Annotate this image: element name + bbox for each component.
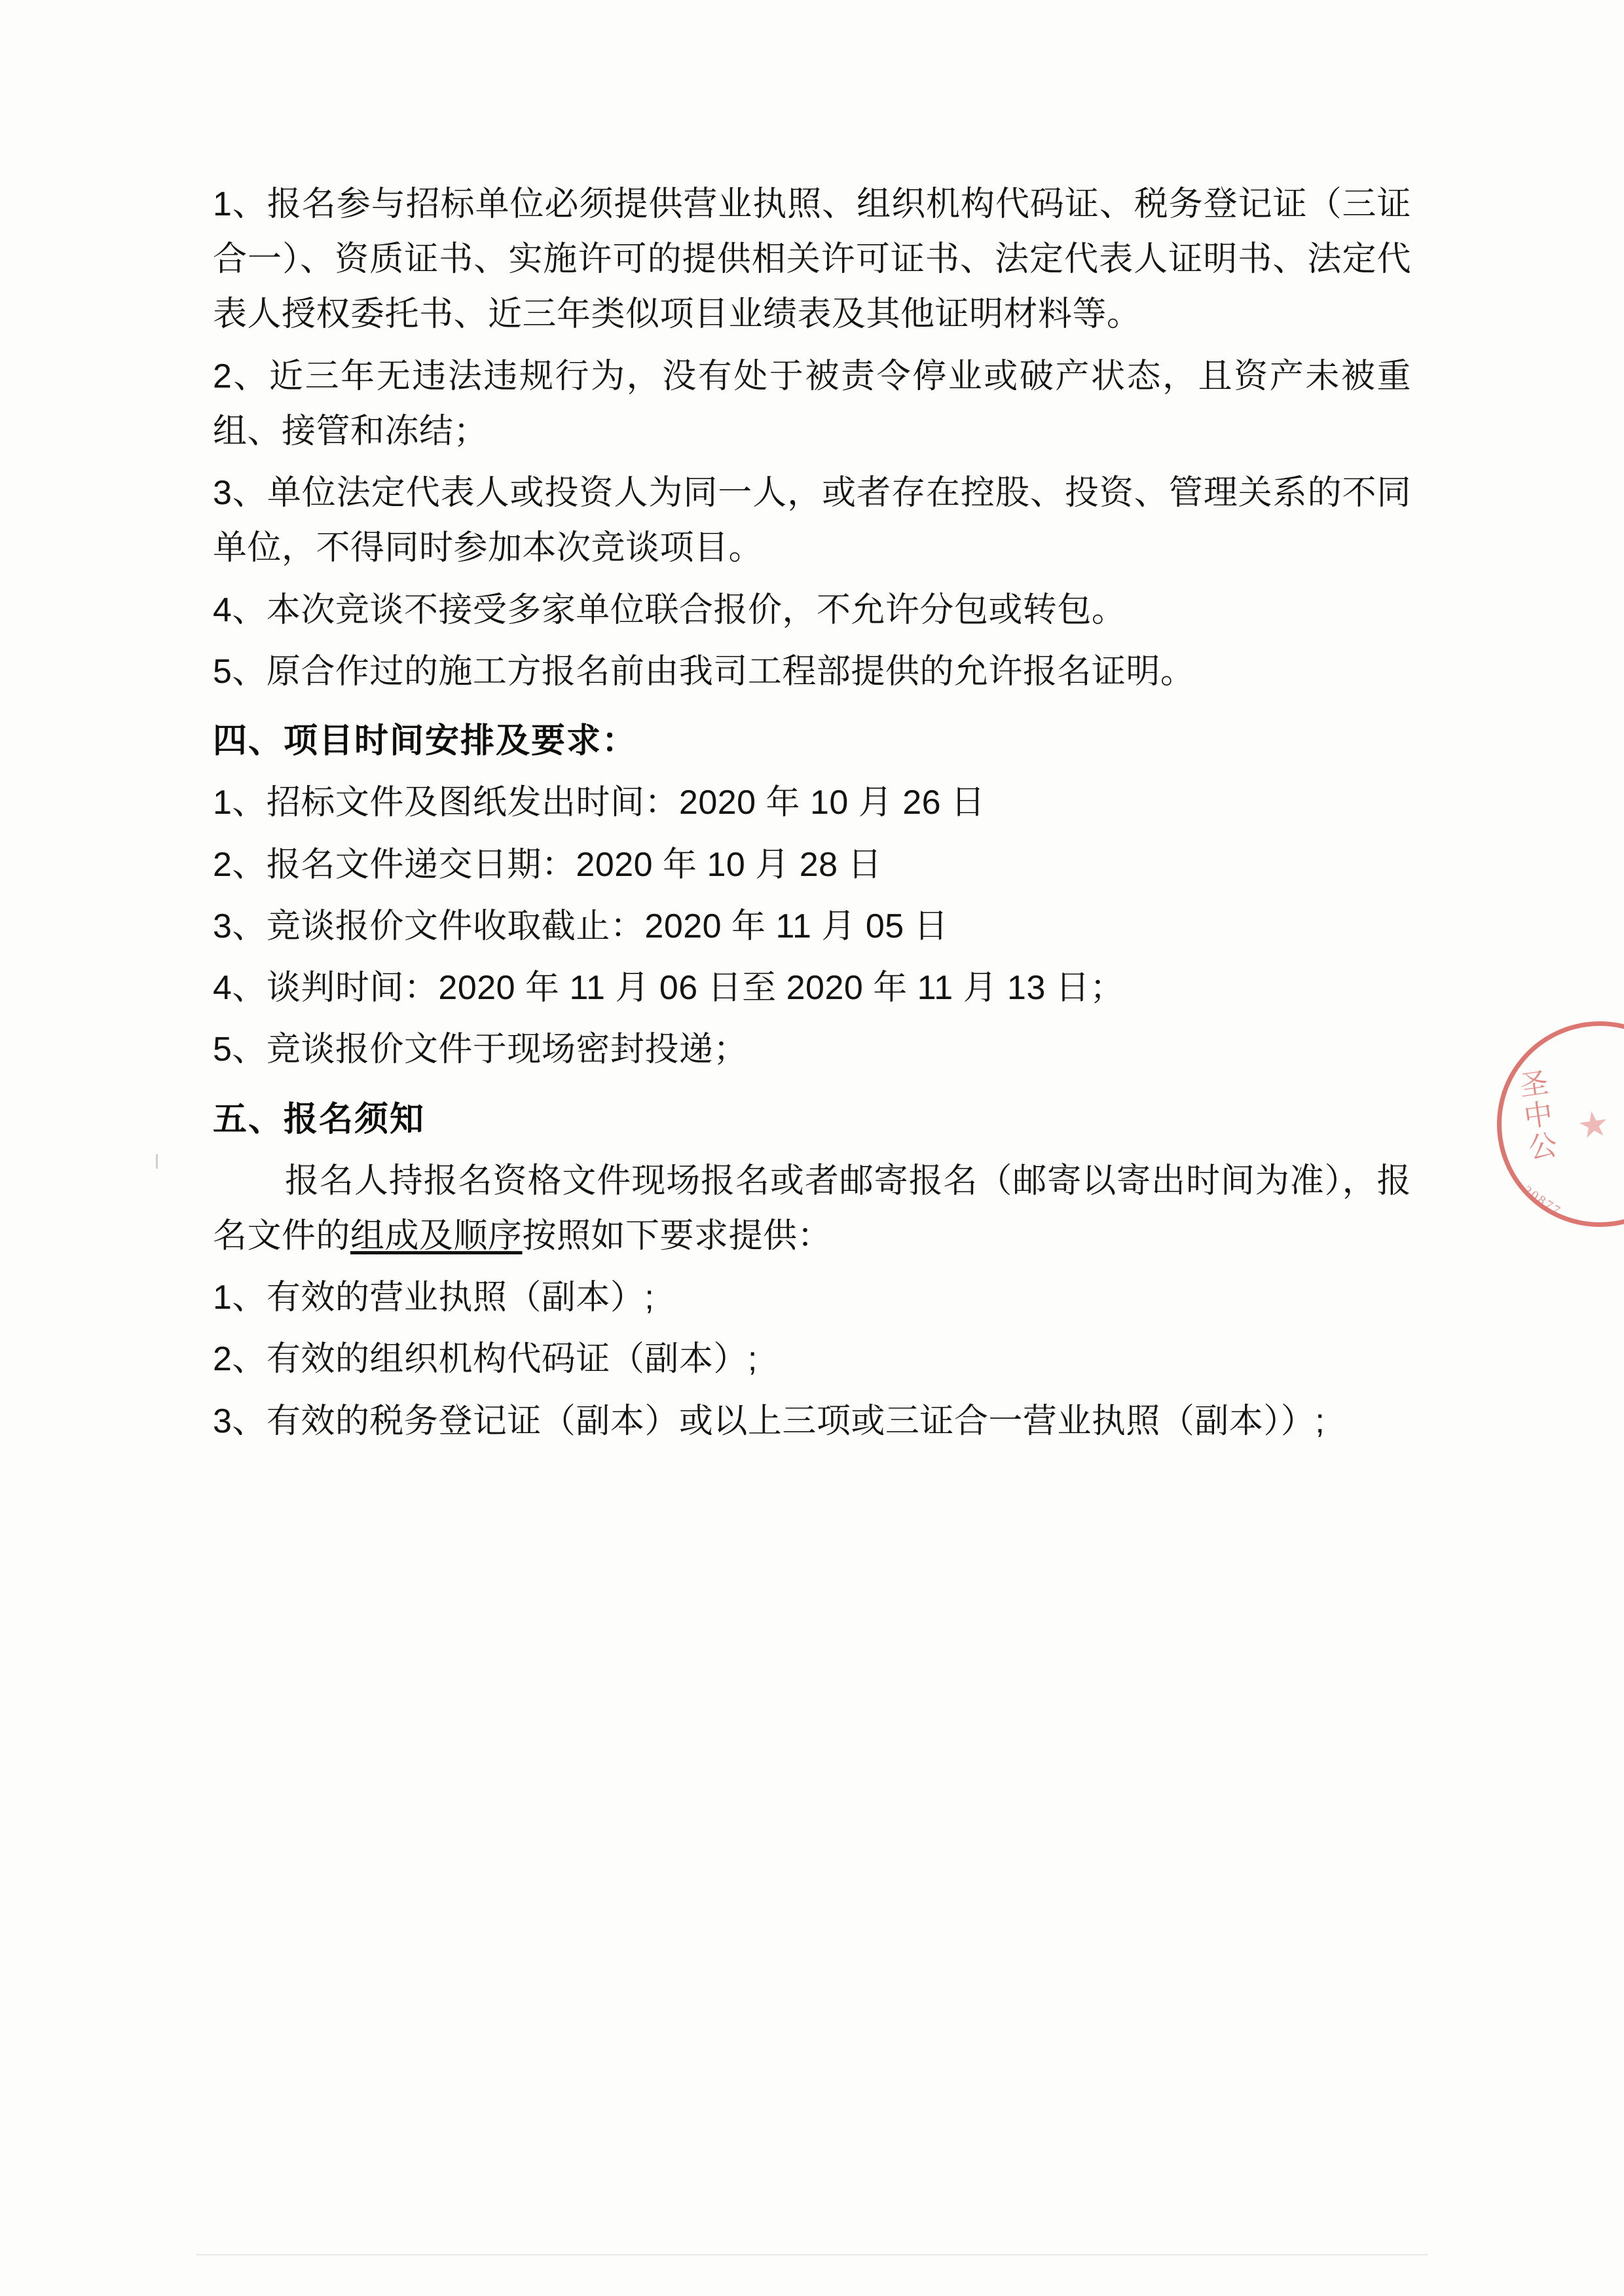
page-bottom-rule bbox=[196, 2254, 1428, 2255]
registration-intro-part2: 按照如下要求提供： bbox=[522, 1216, 832, 1255]
schedule-item-2: 2、报名文件递交日期：2020 年 10 月 28 日 bbox=[213, 845, 883, 884]
registration-intro-underlined: 组成及顺序 bbox=[350, 1216, 523, 1255]
schedule-item-5: 5、竞谈报价文件于现场密封投递； bbox=[213, 1030, 748, 1069]
seal-number: 20877 bbox=[1521, 1183, 1564, 1219]
requirement-paragraph-1: 1、报名参与招标单位必须提供营业执照、组织机构代码证、税务登记证（三证合一）、资质证书、实施许可的提供相关许可证书、法定代表人证明书、法定代表人授权委托书、近三年类似项目业绩表及其他证明材料等。 bbox=[213, 185, 1411, 334]
section-heading-four: 四、项目时间安排及要求： bbox=[213, 722, 638, 761]
requirement-paragraph-4: 4、本次竞谈不接受多家单位联合报价，不允许分包或转包。 bbox=[213, 591, 1126, 629]
document-body bbox=[213, 177, 1411, 1455]
registration-item-1: 1、有效的营业执照（副本）; bbox=[213, 1279, 655, 1317]
schedule-item-3: 3、竞谈报价文件收取截止：2020 年 11 月 05 日 bbox=[213, 907, 949, 945]
company-seal-stamp bbox=[1484, 1008, 1624, 1241]
schedule-item-1: 1、招标文件及图纸发出时间：2020 年 10 月 26 日 bbox=[213, 784, 986, 822]
requirement-paragraph-2: 2、近三年无违法违规行为，没有处于被责令停业或破产状态，且资产未被重组、接管和冻结； bbox=[213, 357, 1411, 450]
requirement-paragraph-3: 3、单位法定代表人或投资人为同一人，或者存在控股、投资、管理关系的不同单位，不得同时参加本次竞谈项目。 bbox=[213, 474, 1411, 568]
registration-item-3: 3、有效的税务登记证（副本）或以上三项或三证合一营业执照（副本））; bbox=[213, 1402, 1325, 1440]
schedule-item-4: 4、谈判时间：2020 年 11 月 06 日至 2020 年 11 月 13 日； bbox=[213, 969, 1124, 1008]
seal-text: 圣中公 bbox=[1513, 1066, 1559, 1165]
section-heading-five: 五、报名须知 bbox=[213, 1100, 426, 1139]
registration-item-2: 2、有效的组织机构代码证（副本）; bbox=[213, 1340, 758, 1379]
requirement-paragraph-5: 5、原合作过的施工方报名前由我司工程部提供的允许报名证明。 bbox=[213, 652, 1195, 691]
registration-intro-part1: 报名人持报名资格文件现场报名或者邮寄报名（邮寄以寄出时间为准），报名文件的 bbox=[213, 1161, 1411, 1255]
seal-star-icon: ★ bbox=[1575, 1103, 1612, 1147]
registration-intro bbox=[213, 1154, 1411, 1264]
page-edge-mark bbox=[156, 1154, 158, 1169]
